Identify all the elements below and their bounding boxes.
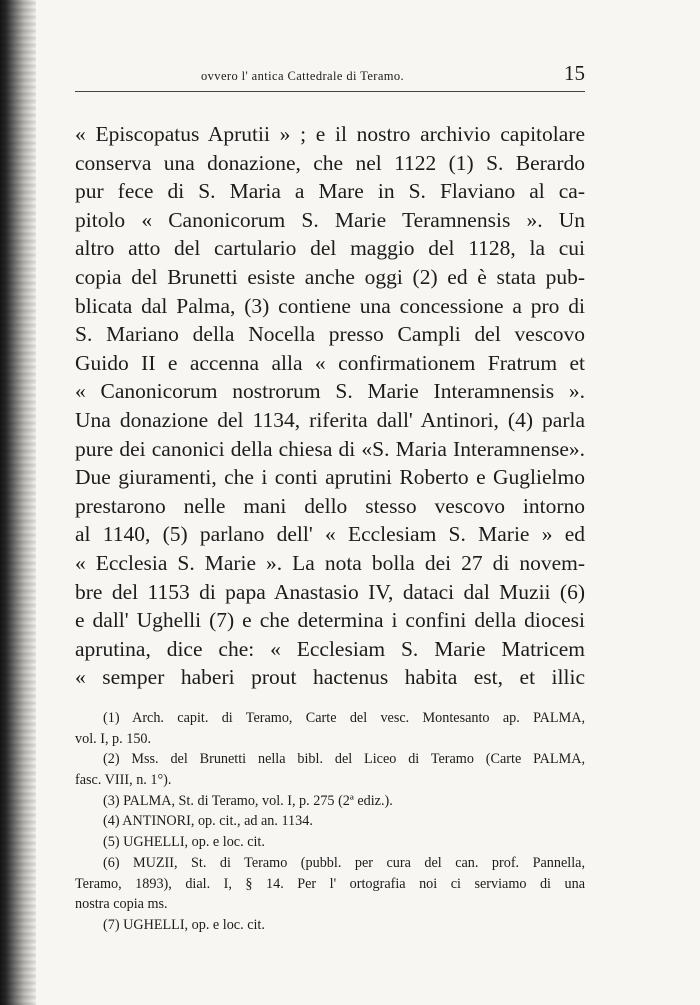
body-line: pitolo « Canonicorum S. Marie Teramnensis ». Un [75, 207, 585, 232]
body-line: « semper haberi prout hactenus habita est, et illic [75, 665, 585, 690]
body-line: prestarono nelle mani dello stesso vescovo intorno [75, 493, 585, 518]
footnote-2-line-2: fasc. VIII, n. 1°). [75, 772, 172, 789]
footnote-6-line-3: nostra copia ms. [75, 896, 168, 913]
body-line: S. Mariano della Nocella presso Campli del vescovo [75, 322, 585, 347]
body-line: conserva una donazione, che nel 1122 (1) S. Berardo [75, 150, 585, 175]
body-line: « Canonicorum nostrorum S. Marie Interamnensis ». [75, 379, 585, 404]
body-line: Due giuramenti, che i conti aprutini Roberto e Guglielmo [75, 465, 585, 490]
body-line: altro atto del cartulario del maggio del 1128, la cui [75, 236, 585, 261]
running-header [75, 63, 585, 92]
footnote-1-line-1: (1) Arch. capit. di Teramo, Carte del vesc. Montesanto ap. PALMA, [103, 710, 585, 726]
body-text [75, 120, 585, 692]
body-line: bre del 1153 di papa Anastasio IV, dataci dal Muzii (6) [75, 579, 585, 604]
running-title: ovvero l' antica Cattedrale di Teramo. [201, 69, 405, 83]
book-spine-shadow [0, 0, 36, 1005]
footnotes [75, 708, 585, 936]
footnote-7: (7) UGHELLI, op. e loc. cit. [103, 916, 265, 933]
body-line: blicata dal Palma, (3) contiene una concessione a pro di [75, 293, 585, 318]
footnote-6-line-2: Teramo, 1893), dial. I, § 14. Per l' ortografia noi ci serviamo di una [75, 875, 585, 892]
footnote-1-line-2: vol. I, p. 150. [75, 730, 152, 747]
body-line: pure dei canonici della chiesa di «S. Maria Interamnense». [75, 436, 585, 461]
body-line: pur fece di S. Maria a Mare in S. Flaviano al ca- [75, 179, 585, 204]
body-line: « Ecclesia S. Marie ». La nota bolla dei 27 di novem- [75, 550, 585, 575]
body-line: Una donazione del 1134, riferita dall' Antinori, (4) parla [75, 407, 585, 432]
footnote-2-line-1: (2) Mss. del Brunetti nella bibl. del Liceo di Teramo (Carte PALMA, [103, 751, 585, 768]
footnote-3: (3) PALMA, St. di Teramo, vol. I, p. 275 (2ª ediz.). [103, 792, 393, 809]
footnote-4: (4) ANTINORI, op. cit., ad an. 1134. [103, 813, 313, 830]
page-number: 15 [564, 61, 585, 85]
body-line: Guido II e accenna alla « confirmationem Fratrum et [75, 350, 585, 375]
body-line: e dall' Ughelli (7) e che determina i confini della diocesi [75, 608, 585, 633]
footnote-5: (5) UGHELLI, op. e loc. cit. [103, 834, 265, 851]
body-line: al 1140, (5) parlano dell' « Ecclesiam S. Marie » ed [75, 522, 585, 547]
body-line: aprutina, dice che: « Ecclesiam S. Marie Matricem [75, 636, 585, 661]
body-line: « Episcopatus Aprutii » ; e il nostro archivio capitolare [75, 122, 585, 146]
body-line: copia del Brunetti esiste anche oggi (2) ed è stata pub- [75, 264, 585, 289]
footnote-6-line-1: (6) MUZII, St. di Teramo (pubbl. per cura del can. prof. Pannella, [103, 854, 585, 871]
